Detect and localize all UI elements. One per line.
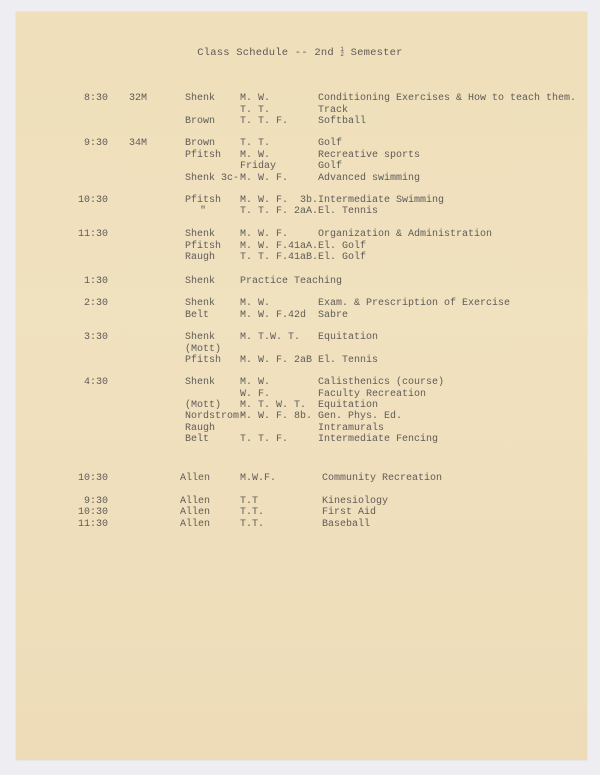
course-cell: Golf bbox=[318, 138, 343, 149]
course-cell: Exam. & Prescription of Exercise bbox=[318, 298, 511, 309]
course-cell: Baseball bbox=[322, 519, 371, 530]
course-cell: Kinesiology bbox=[322, 496, 389, 507]
instructor-cell: Brown bbox=[185, 138, 216, 149]
course-cell: Intermediate Swimming bbox=[318, 195, 445, 206]
title-fraction bbox=[340, 47, 344, 57]
schedule-row bbox=[0, 400, 600, 411]
instructor-cell: Pfitsh bbox=[185, 241, 222, 252]
instructor-cell: (Mott) bbox=[185, 400, 222, 411]
fraction-numerator: 1 bbox=[340, 46, 345, 54]
schedule-row bbox=[0, 161, 600, 172]
schedule-row bbox=[0, 276, 600, 287]
days-cell: M. W. F.41aA. bbox=[240, 241, 319, 252]
course-cell: Sabre bbox=[318, 310, 349, 321]
schedule-row bbox=[0, 93, 600, 104]
allen-schedule-row bbox=[0, 519, 600, 530]
instructor-cell: Shenk bbox=[185, 298, 216, 309]
course-cell: Equitation bbox=[318, 400, 379, 411]
schedule-row bbox=[0, 173, 600, 184]
days-cell: W. F. bbox=[240, 389, 271, 400]
schedule-row bbox=[0, 332, 600, 343]
days-cell: M. T.W. T. bbox=[240, 332, 301, 343]
days-cell: M. W. bbox=[240, 298, 271, 309]
instructor-cell: Belt bbox=[185, 310, 210, 321]
page-title bbox=[0, 47, 600, 59]
schedule-row bbox=[0, 310, 600, 321]
days-cell: T. T. F. 2aA. bbox=[240, 206, 319, 217]
schedule-row bbox=[0, 150, 600, 161]
instructor-cell: Shenk bbox=[185, 377, 216, 388]
instructor-cell: Brown bbox=[185, 116, 216, 127]
schedule-row bbox=[0, 206, 600, 217]
instructor-cell: Nordstrom- bbox=[185, 411, 246, 422]
course-cell: Advanced swimming bbox=[318, 173, 421, 184]
title-prefix: Class Schedule -- 2nd bbox=[197, 47, 334, 59]
instructor-cell: Shenk bbox=[185, 93, 216, 104]
schedule-row bbox=[0, 195, 600, 206]
time-cell: 9:30 bbox=[84, 138, 109, 149]
schedule-row bbox=[0, 252, 600, 263]
course-cell: Conditioning Exercises & How to teach them. bbox=[318, 93, 577, 104]
schedule-row bbox=[0, 344, 600, 355]
fraction-denominator: 2 bbox=[340, 51, 345, 59]
time-cell: 9:30 bbox=[84, 496, 109, 507]
days-cell: T. T. bbox=[240, 138, 271, 149]
days-cell: M. W. bbox=[240, 150, 271, 161]
days-cell: M. T. W. T. bbox=[240, 400, 307, 411]
instructor-cell: Pfitsh bbox=[185, 195, 222, 206]
days-cell: T. T. F. bbox=[240, 434, 289, 445]
schedule-row bbox=[0, 389, 600, 400]
instructor-cell: Belt bbox=[185, 434, 210, 445]
time-cell: 11:30 bbox=[78, 519, 109, 530]
days-cell: T. T. F.41aB. bbox=[240, 252, 319, 263]
instructor-cell: Allen bbox=[180, 519, 211, 530]
schedule-row bbox=[0, 241, 600, 252]
instructor-cell: Allen bbox=[180, 496, 211, 507]
days-cell: T.T. bbox=[240, 507, 265, 518]
instructor-cell: Shenk bbox=[185, 229, 216, 240]
schedule-row bbox=[0, 423, 600, 434]
schedule-row bbox=[0, 411, 600, 422]
days-cell: M. W. F. bbox=[240, 173, 289, 184]
time-cell: 10:30 bbox=[78, 473, 109, 484]
instructor-cell: Shenk bbox=[185, 332, 216, 343]
schedule-row bbox=[0, 138, 600, 149]
course-cell: El. Tennis bbox=[318, 206, 379, 217]
time-cell: 10:30 bbox=[78, 507, 109, 518]
course-cell: El. Tennis bbox=[318, 355, 379, 366]
schedule-row bbox=[0, 298, 600, 309]
instructor-cell: (Mott) bbox=[185, 344, 222, 355]
course-cell: Faculty Recreation bbox=[318, 389, 427, 400]
instructor-cell: " bbox=[200, 206, 207, 217]
course-cell: Intermediate Fencing bbox=[318, 434, 439, 445]
allen-schedule-row bbox=[0, 473, 600, 484]
room-cell: 32M bbox=[129, 93, 148, 104]
course-cell: Organization & Administration bbox=[318, 229, 493, 240]
time-cell: 3:30 bbox=[84, 332, 109, 343]
course-cell: Calisthenics (course) bbox=[318, 377, 445, 388]
course-cell: El. Golf bbox=[318, 241, 367, 252]
days-cell: M. W. F. bbox=[240, 229, 289, 240]
course-cell: First Aid bbox=[322, 507, 377, 518]
days-cell: T. T. bbox=[240, 105, 271, 116]
instructor-cell: Allen bbox=[180, 473, 211, 484]
days-cell: M. W. bbox=[240, 93, 271, 104]
instructor-cell: Raugh bbox=[185, 252, 216, 263]
instructor-cell: Shenk bbox=[185, 276, 216, 287]
days-cell: M. W. bbox=[240, 377, 271, 388]
instructor-cell: Pfitsh bbox=[185, 150, 222, 161]
days-cell: M. W. F. 3b. bbox=[240, 195, 319, 206]
schedule-row bbox=[0, 434, 600, 445]
title-suffix: Semester bbox=[350, 47, 403, 59]
course-cell: Track bbox=[318, 105, 349, 116]
allen-schedule-row bbox=[0, 496, 600, 507]
course-cell: Gen. Phys. Ed. bbox=[318, 411, 403, 422]
course-cell: Softball bbox=[318, 116, 367, 127]
days-cell: T. T. F. bbox=[240, 116, 289, 127]
course-cell: Equitation bbox=[318, 332, 379, 343]
allen-schedule-row bbox=[0, 507, 600, 518]
days-cell: M. W. F. 2aB bbox=[240, 355, 313, 366]
instructor-cell: Pfitsh bbox=[185, 355, 222, 366]
time-cell: 11:30 bbox=[78, 229, 109, 240]
time-cell: 1:30 bbox=[84, 276, 109, 287]
schedule-row bbox=[0, 355, 600, 366]
course-cell: Golf bbox=[318, 161, 343, 172]
course-cell: Intramurals bbox=[318, 423, 385, 434]
days-cell: M. W. F. 8b. bbox=[240, 411, 313, 422]
time-cell: 4:30 bbox=[84, 377, 109, 388]
days-cell: T.T bbox=[240, 496, 259, 507]
days-cell: M.W.F. bbox=[240, 473, 277, 484]
schedule-row bbox=[0, 105, 600, 116]
schedule-row bbox=[0, 377, 600, 388]
course-cell: El. Golf bbox=[318, 252, 367, 263]
time-cell: 8:30 bbox=[84, 93, 109, 104]
instructor-cell: Raugh bbox=[185, 423, 216, 434]
days-cell: M. W. F.42d bbox=[240, 310, 307, 321]
course-cell: Community Recreation bbox=[322, 473, 443, 484]
days-cell: Practice Teaching bbox=[240, 276, 343, 287]
instructor-cell: Shenk 3c- bbox=[185, 173, 240, 184]
room-cell: 34M bbox=[129, 138, 148, 149]
instructor-cell: Allen bbox=[180, 507, 211, 518]
schedule-row bbox=[0, 229, 600, 240]
schedule-row bbox=[0, 116, 600, 127]
time-cell: 2:30 bbox=[84, 298, 109, 309]
time-cell: 10:30 bbox=[78, 195, 109, 206]
days-cell: Friday bbox=[240, 161, 277, 172]
course-cell: Recreative sports bbox=[318, 150, 421, 161]
days-cell: T.T. bbox=[240, 519, 265, 530]
